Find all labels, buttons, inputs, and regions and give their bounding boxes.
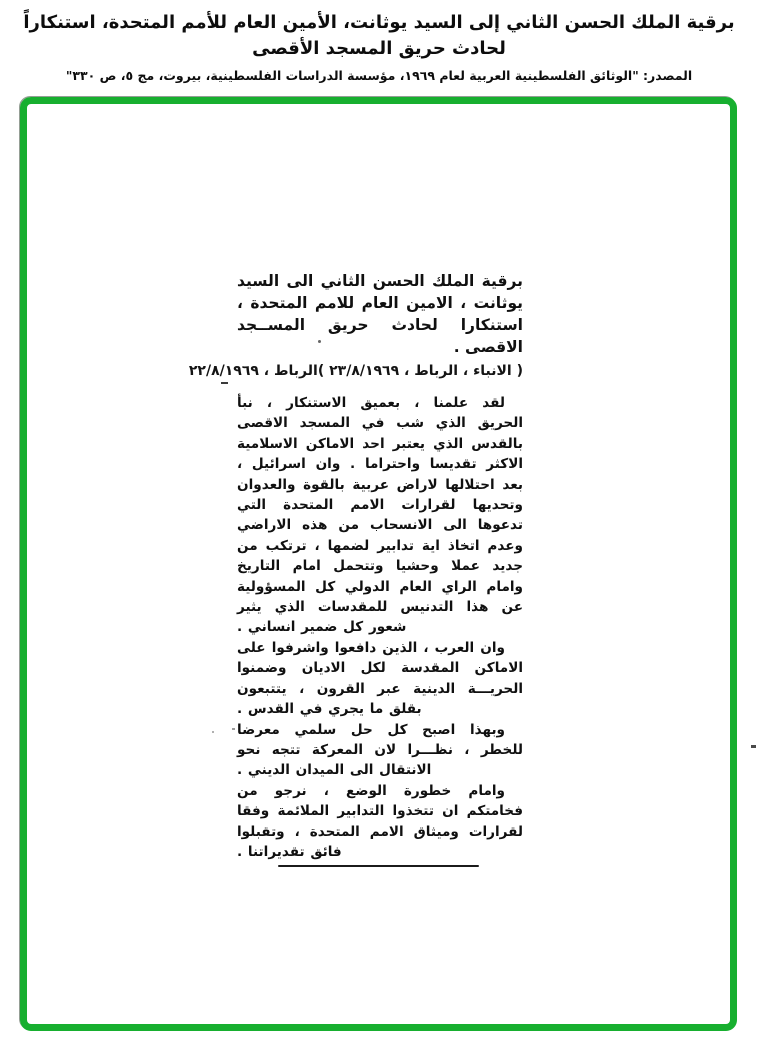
document-body [188, 270, 523, 867]
separator-rule [278, 865, 479, 867]
scan-artifact [751, 745, 756, 748]
header-source-citation: المصدر: "الوثائق الفلسطينية العربية لعام ١٩٦٩، مؤسسة الدراسات الفلسطينية، بيروت، مج ٥، ص ٣٣٠" [65, 68, 693, 83]
paragraph-4: وامام خطورة الوضع ، نرجو من فخامتكم ان تتخذوا التدابير الملائمة وفقا لقرارات وميثاق الامم المتحدة ، وتقبلوا فائق تقديراتنا . [237, 782, 523, 860]
scan-artifact [221, 382, 228, 384]
scan-artifact [212, 731, 214, 733]
document-title: برقية الملك الحسن الثاني الى السيد يوثانت ، الامين العام للامم المتحدة ، استنكارا لحادث حريق المســجد الاقصى . [237, 272, 523, 356]
dateline-place-date: الرباط ، ٢٢/٨/١٩٦٩ [188, 363, 318, 379]
scan-artifact [318, 340, 321, 343]
header-title: برقية الملك الحسن الثاني إلى السيد يوثانت، الأمين العام للأمم المتحدة، استنكاراً لحادث حريق المسجد الأقصى [23, 12, 735, 59]
scan-artifact [232, 728, 235, 730]
page-header [0, 10, 758, 83]
dateline [188, 360, 523, 382]
paragraph-1: لقد علمنا ، بعميق الاستنكار ، نبأ الحريق الذي شب في المسجد الاقصى بالقدس الذي يعتبر احد الاماكن الاسلامية الاكثر تقديسا واحتراما . وان اسرائيل ، بعد احتلالها لاراض عربية بالقوة والعدوان وتحديها لقرارات الامم المتحدة التي تدعوها الى الانسحاب من هذه الاراضي وعدم اتخاذ اية تدابير لضمها ، ترتكب من جديد عملا وحشيا وتتحمل امام التاريخ وامام الراي العام الدولي كل المسؤولية عن هذا التدنيس للمقدسات الذي يثير شعور كل ضمير انساني . [237, 395, 523, 636]
dateline-source-citation: ( الانباء ، الرباط ، ٢٣/٨/١٩٦٩ ) [317, 363, 523, 379]
paragraph-2: وان العرب ، الذين دافعوا واشرفوا على الاماكن المقدسة لكل الاديان وضمنوا الحريـــة الدينية عبر القرون ، يتتبعون بقلق ما يجري في القدس . [237, 639, 523, 718]
paragraph-3: وبهذا اصبح كل حل سلمي معرضا للخطر ، نظـــرا لان المعركة تتجه نحو الانتقال الى الميدان الديني . [237, 721, 523, 779]
